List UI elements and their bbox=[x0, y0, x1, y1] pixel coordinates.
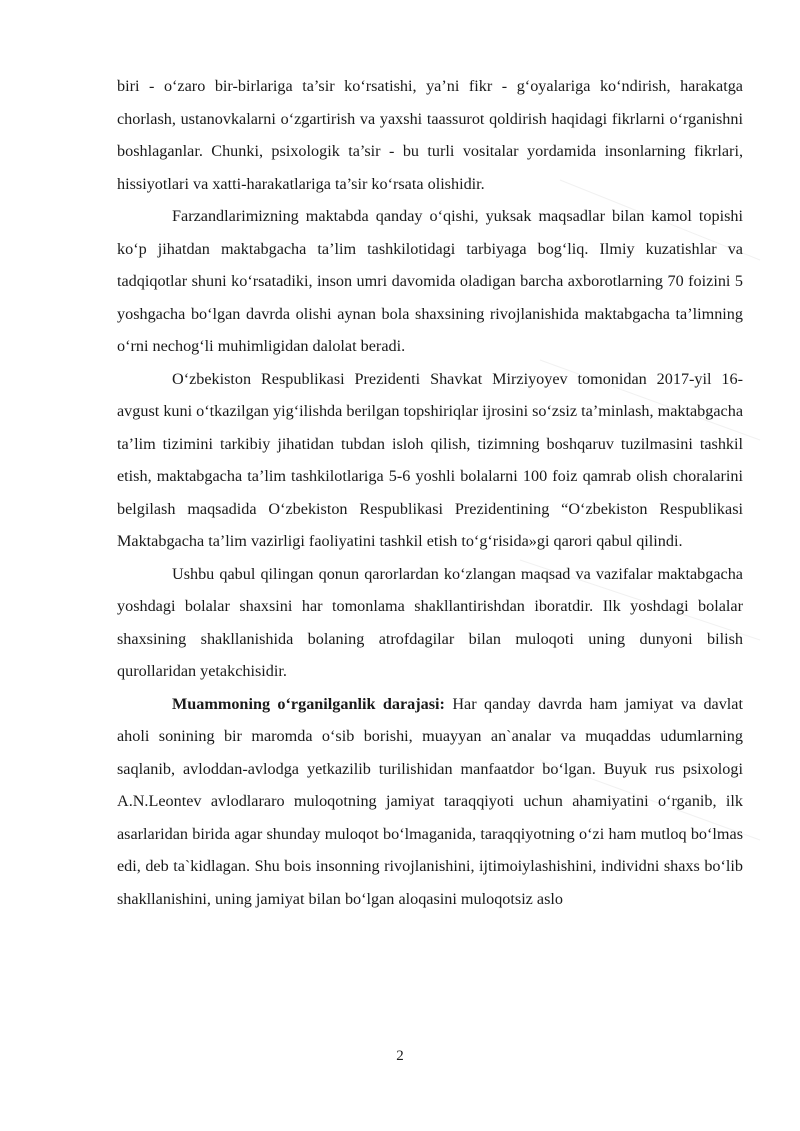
paragraph-5-body: Har qanday davrda ham jamiyat va davlat aholi sonining bir maromda o‘sib borishi, muayyan an`analar va muqaddas udumlarning saqlanib, avloddan-avlodga yetkazilib turilishidan manfaatdor bo‘lgan. Buyuk rus psixologi A.N.Leontev avlodlararo muloqotning jamiyat taraqqiyoti uchun ahamiyatini o‘rganib, ilk asarlaridan birida agar shunday muloqot bo‘lmaganida, taraqqiyotning o‘zi ham mutloq bo‘lmas edi, deb ta`kidlagan. Shu bois insonning rivojlanishini, ijtimoiylashishini, individni shaxs bo‘lib shakllanishini, uning jamiyat bilan bo‘lgan aloqasini muloqotsiz aslo bbox=[117, 694, 743, 908]
paragraph-3: O‘zbekiston Respublikasi Prezidenti Shavkat Mirziyoyev tomonidan 2017-yil 16-avgust kuni o‘tkazilgan yig‘ilishda berilgan topshiriqlar ijrosini so‘zsiz ta’minlash, maktabgacha ta’lim tizimini tarkibiy jihatidan tubdan isloh qilish, tizimning boshqaruv tuzilmasini tashkil etish, maktabgacha ta’lim tashkilotlariga 5-6 yoshli bolalarni 100 foiz qamrab olish choralarini belgilash maqsadida O‘zbekiston Respublikasi Prezidentining “O‘zbekiston Respublikasi Maktabgacha ta’lim vazirligi faoliyatini tashkil etish to‘g‘risida»gi qarori qabul qilindi. bbox=[117, 369, 743, 550]
paragraph-1: biri - o‘zaro bir-birlariga ta’sir ko‘rsatishi, ya’ni fikr - g‘oyalariga ko‘ndirish, harakatga chorlash, ustanovkalarni o‘zgartirish va yaxshi taassurot qoldirish haqidagi fikrlarni o‘rganishni boshlaganlar. Chunki, psixologik ta’sir - bu turli vositalar yordamida insonlarning fikrlari, hissiyotlari va xatti-harakatlariga ta’sir ko‘rsata olishidir. bbox=[117, 77, 743, 193]
paragraph-2: Farzandlarimizning maktabda qanday o‘qishi, yuksak maqsadlar bilan kamol topishi ko‘p jihatdan maktabgacha ta’lim tashkilotidagi tarbiyaga bog‘liq. Ilmiy kuzatishlar va tadqiqotlar shuni ko‘rsatadiki, inson umri davomida oladigan barcha axborotlarning 70 foizini 5 yoshgacha bo‘lgan davrda olishi aynan bola shaxsining rivojlanishida maktabgacha ta’limning o‘rni nechog‘li muhimligidan dalolat beradi. bbox=[117, 207, 743, 355]
document-page bbox=[117, 70, 743, 915]
page-number: 2 bbox=[396, 1048, 404, 1064]
paragraph-4: Ushbu qabul qilingan qonun qarorlardan ko‘zlangan maqsad va vazifalar maktabgacha yoshdagi bolalar shaxsini har tomonlama shakllantirishdan iboratdir. Ilk yoshdagi bolalar shaxsining shakllanishida bolaning atrofdagilar bilan muloqoti uning dunyoni bilish qurollaridan yetakchisidir. bbox=[117, 564, 743, 680]
section-heading-lead: Muammoning o‘rganilganlik darajasi: bbox=[172, 694, 445, 713]
paragraph-5 bbox=[117, 688, 743, 916]
